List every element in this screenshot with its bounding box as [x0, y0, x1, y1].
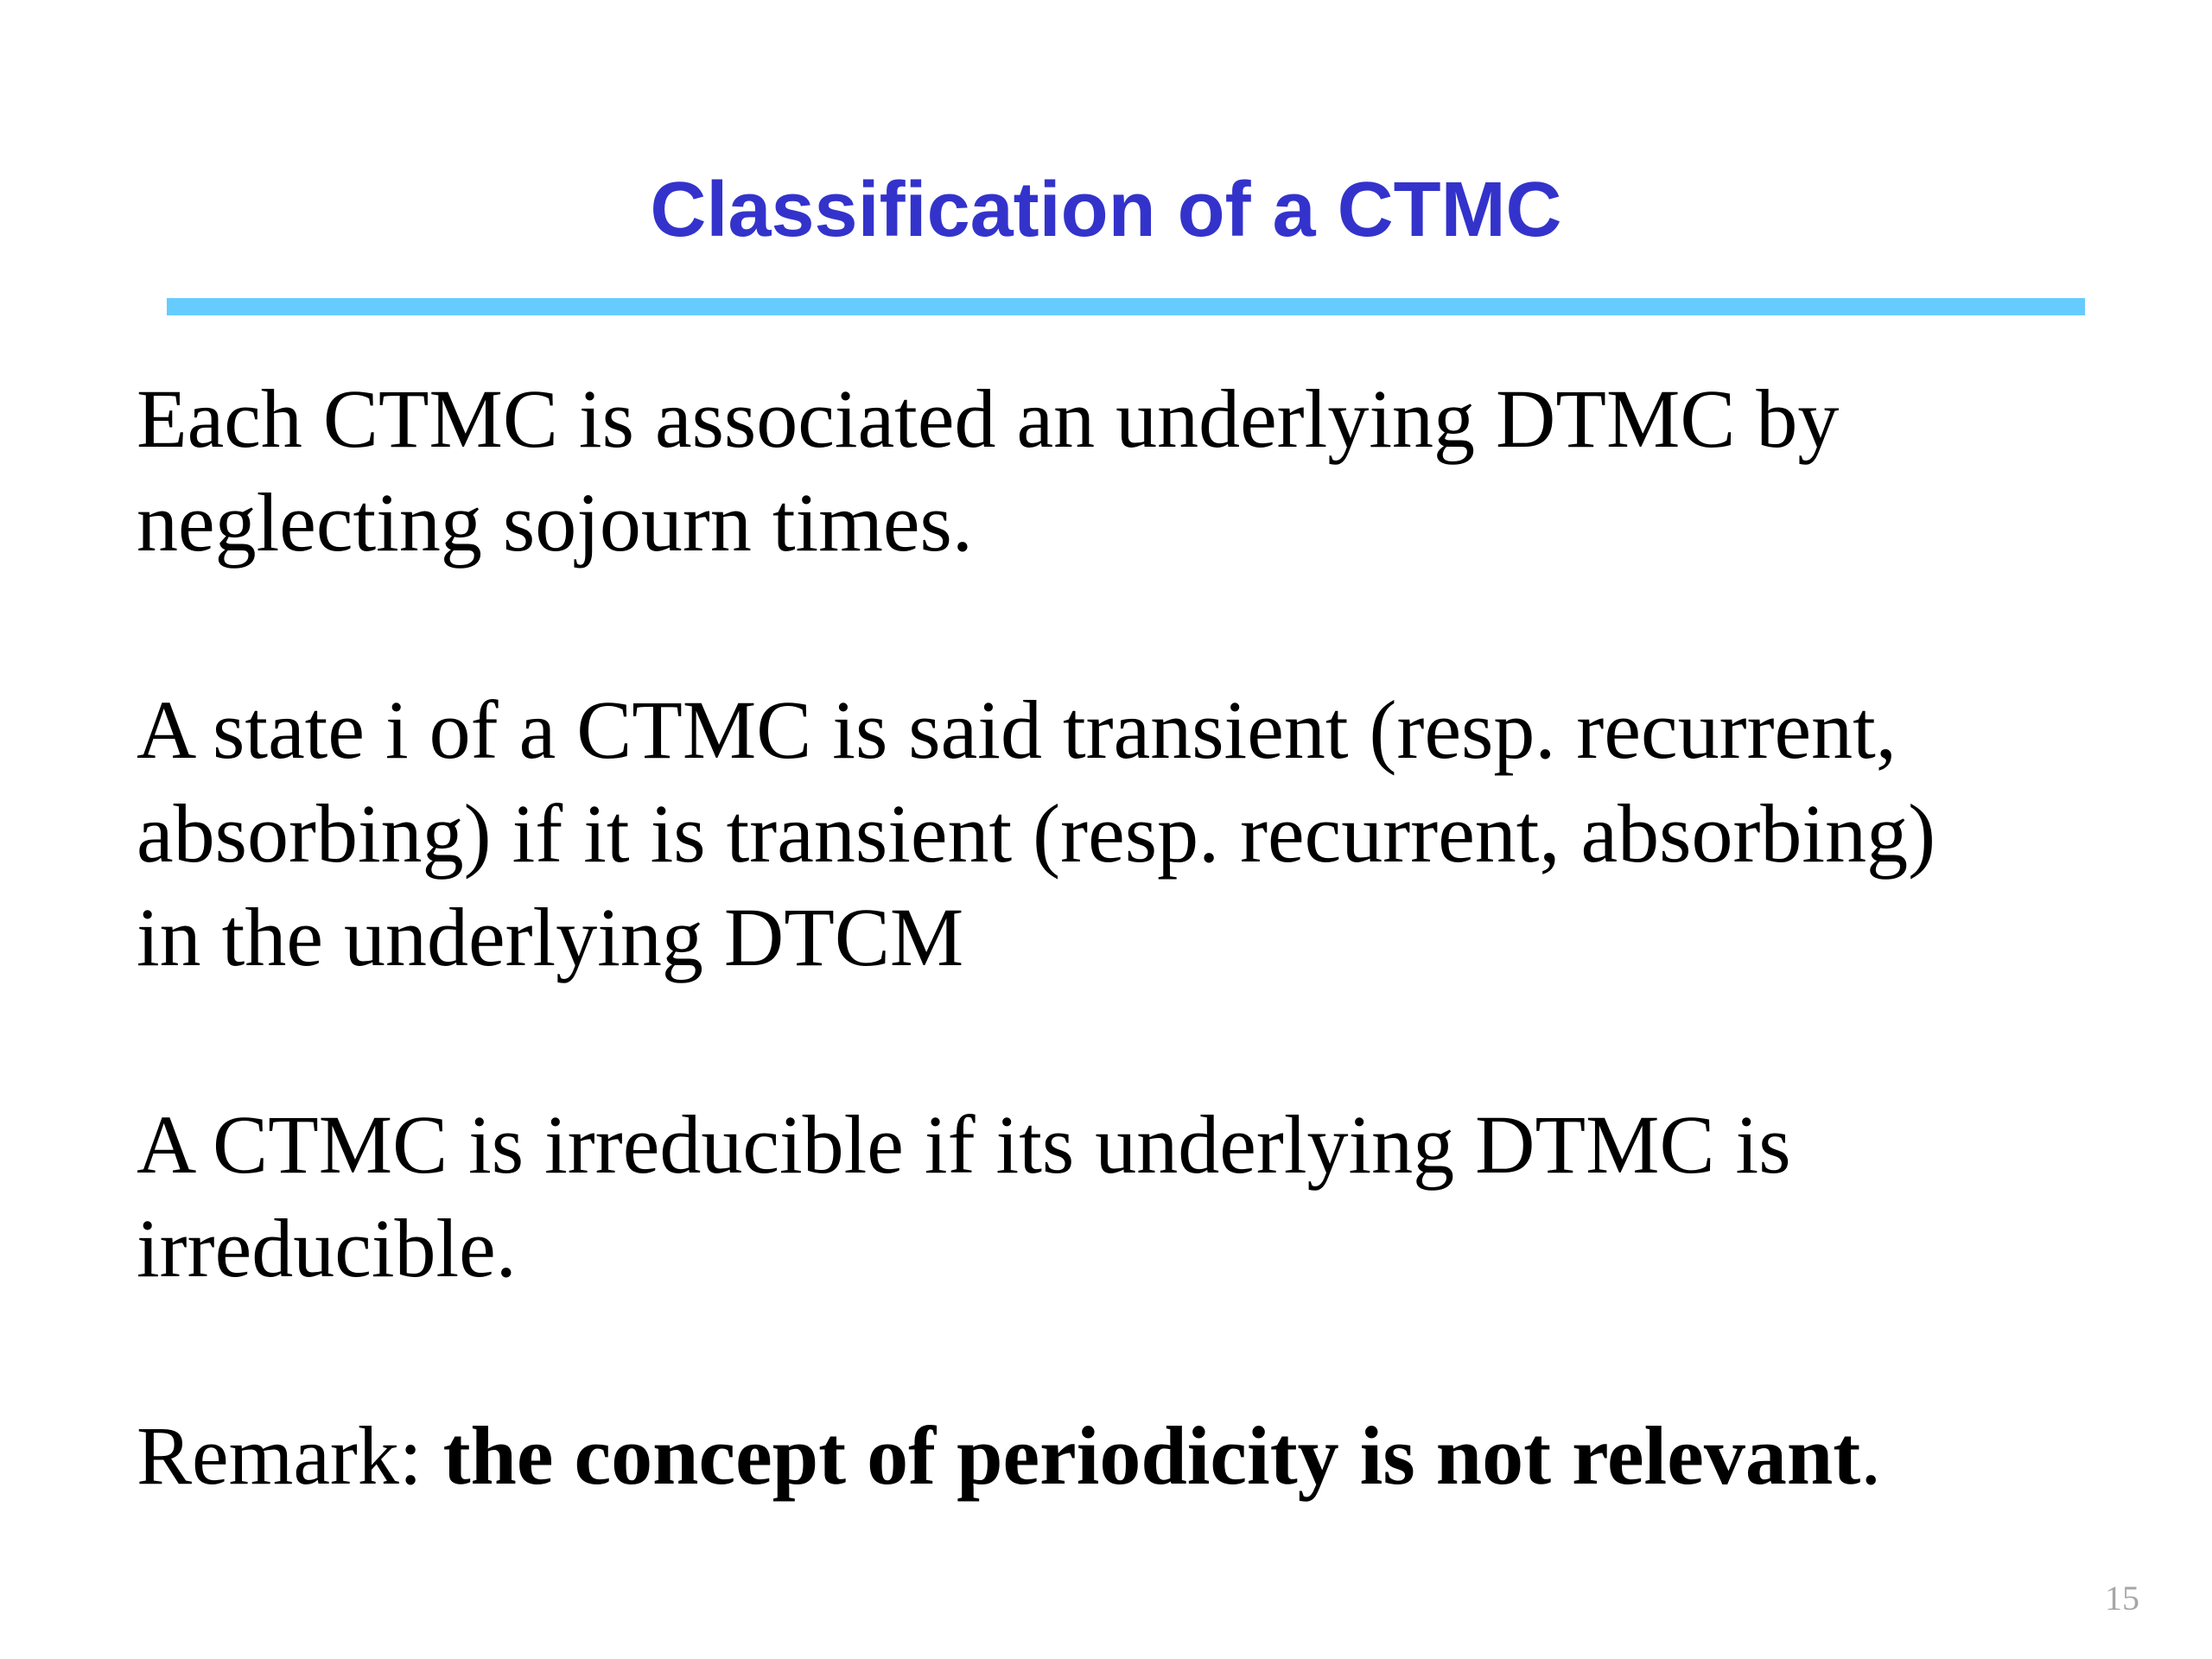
text-line: A CTMC is irreducible if its underlying DTMC is: [137, 1098, 1791, 1191]
remark-label: Remark:: [137, 1409, 443, 1502]
slide-body: [137, 367, 2124, 1508]
title-underline-rule: [167, 298, 2085, 315]
slide-title: Classification of a CTMC: [650, 167, 1562, 253]
page-number: 15: [2105, 1579, 2139, 1618]
remark-paragraph: [137, 1404, 2124, 1508]
paragraph-state-classification: [137, 678, 2124, 989]
text-line: in the underlying DTCM: [137, 891, 964, 983]
remark-emphasis: the concept of periodicity is not relevant: [442, 1409, 1861, 1502]
text-line: A state i of a CTMC is said transient (resp. recurrent,: [137, 683, 1897, 776]
remark-line: [137, 1404, 2124, 1508]
text-line: Each CTMC is associated an underlying DTMC by: [137, 372, 1840, 465]
paragraph-underlying-dtmc: [137, 367, 2124, 575]
text-line: absorbing) if it is transient (resp. recurrent, absorbing): [137, 787, 1936, 880]
text-line: irreducible.: [137, 1202, 517, 1294]
paragraph-irreducibility: [137, 1093, 2124, 1300]
remark-period: .: [1860, 1409, 1882, 1502]
text-line: neglecting sojourn times.: [137, 476, 973, 569]
